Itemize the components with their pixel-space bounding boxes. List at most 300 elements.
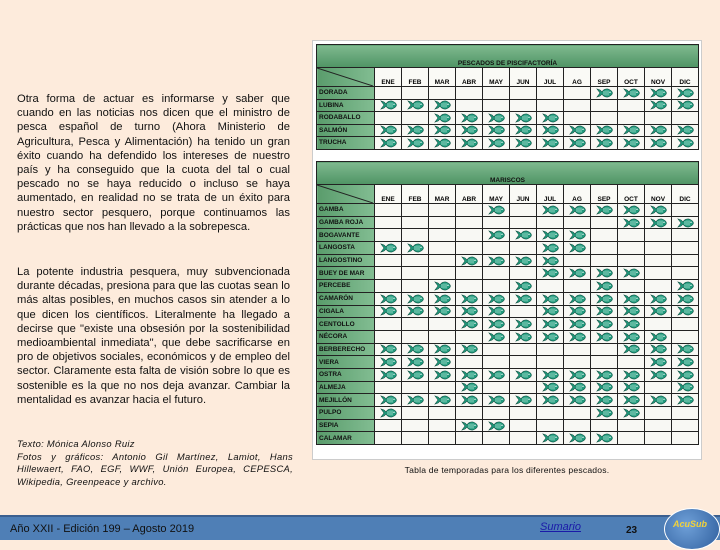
season-cell-out bbox=[456, 330, 483, 343]
month-header: JUN bbox=[510, 185, 537, 204]
season-cell-out bbox=[375, 330, 402, 343]
fish-icon bbox=[515, 113, 532, 123]
season-cell-in bbox=[456, 292, 483, 305]
fish-icon bbox=[677, 218, 694, 228]
season-cell-in bbox=[564, 137, 591, 150]
table-row bbox=[317, 267, 699, 280]
season-cell-in bbox=[375, 394, 402, 407]
fish-icon bbox=[542, 319, 559, 329]
season-cell-out bbox=[510, 216, 537, 229]
fish-icon bbox=[542, 205, 559, 215]
diagonal-line-icon bbox=[317, 68, 373, 86]
season-cell-in bbox=[429, 137, 456, 150]
season-cell-in bbox=[456, 343, 483, 356]
table-row bbox=[317, 292, 699, 305]
season-cell-out bbox=[645, 242, 672, 255]
species-label: BOGAVANTE bbox=[317, 229, 375, 242]
fish-icon bbox=[623, 205, 640, 215]
season-cell-out bbox=[456, 407, 483, 420]
species-label: CENTOLLO bbox=[317, 318, 375, 331]
fish-icon bbox=[650, 125, 667, 135]
fish-icon bbox=[569, 294, 586, 304]
credit-text: Texto: Mónica Alonso Ruiz bbox=[17, 438, 135, 449]
season-cell-out bbox=[483, 99, 510, 112]
season-cell-in bbox=[483, 330, 510, 343]
season-cell-out bbox=[429, 407, 456, 420]
season-cell-out bbox=[564, 280, 591, 293]
season-cell-in bbox=[645, 292, 672, 305]
fish-icon bbox=[434, 138, 451, 148]
table-row bbox=[317, 368, 699, 381]
table-row bbox=[317, 99, 699, 112]
season-cell-in bbox=[483, 318, 510, 331]
season-cell-in bbox=[564, 432, 591, 445]
fish-icon bbox=[488, 205, 505, 215]
fish-icon bbox=[596, 88, 613, 98]
month-header: AG bbox=[564, 185, 591, 204]
shellfish-table bbox=[316, 161, 699, 445]
season-cell-in bbox=[618, 394, 645, 407]
season-cell-out bbox=[429, 381, 456, 394]
table-row bbox=[317, 87, 699, 100]
month-header: MAY bbox=[483, 68, 510, 87]
season-cell-in bbox=[537, 229, 564, 242]
season-cell-out bbox=[375, 87, 402, 100]
month-header: FEB bbox=[402, 68, 429, 87]
table-row bbox=[317, 216, 699, 229]
season-cell-out bbox=[483, 87, 510, 100]
fish-icon bbox=[569, 319, 586, 329]
month-header: NOV bbox=[645, 68, 672, 87]
fish-icon bbox=[677, 395, 694, 405]
season-cell-in bbox=[429, 305, 456, 318]
season-cell-in bbox=[429, 280, 456, 293]
fish-icon bbox=[434, 281, 451, 291]
species-label: LANGOSTINO bbox=[317, 254, 375, 267]
fish-icon bbox=[650, 138, 667, 148]
month-header: OCT bbox=[618, 68, 645, 87]
fish-icon bbox=[380, 408, 397, 418]
season-cell-in bbox=[591, 305, 618, 318]
species-label: BERBERECHO bbox=[317, 343, 375, 356]
season-cell-in bbox=[537, 318, 564, 331]
season-cell-in bbox=[402, 242, 429, 255]
season-cell-in bbox=[591, 368, 618, 381]
month-header: MAY bbox=[483, 185, 510, 204]
season-cell-in bbox=[429, 394, 456, 407]
fish-icon bbox=[677, 382, 694, 392]
season-cell-in bbox=[375, 356, 402, 369]
month-header-row bbox=[317, 68, 699, 87]
fish-icon bbox=[515, 125, 532, 135]
season-cell-in bbox=[645, 368, 672, 381]
season-cell-out bbox=[672, 112, 699, 125]
season-cell-in bbox=[645, 124, 672, 137]
season-cell-out bbox=[618, 242, 645, 255]
season-cell-in bbox=[375, 292, 402, 305]
fish-icon bbox=[380, 125, 397, 135]
fish-icon bbox=[434, 395, 451, 405]
month-header: ENE bbox=[375, 68, 402, 87]
fish-icon bbox=[596, 382, 613, 392]
fish-icon bbox=[488, 370, 505, 380]
season-cell-in bbox=[375, 99, 402, 112]
season-cell-in bbox=[375, 242, 402, 255]
season-cell-in bbox=[645, 356, 672, 369]
season-cell-out bbox=[456, 432, 483, 445]
table-row bbox=[317, 280, 699, 293]
fish-icon bbox=[677, 294, 694, 304]
season-cell-out bbox=[483, 267, 510, 280]
season-cell-in bbox=[591, 124, 618, 137]
fish-icon bbox=[623, 218, 640, 228]
fish-icon bbox=[461, 138, 478, 148]
species-label: SALMÓN bbox=[317, 124, 375, 137]
fish-icon bbox=[380, 306, 397, 316]
season-cell-out bbox=[537, 216, 564, 229]
season-cell-in bbox=[483, 112, 510, 125]
season-cell-in bbox=[402, 356, 429, 369]
species-label: OSTRA bbox=[317, 368, 375, 381]
season-cell-in bbox=[591, 432, 618, 445]
season-cell-out bbox=[402, 204, 429, 217]
season-cell-out bbox=[510, 242, 537, 255]
fish-icon bbox=[623, 319, 640, 329]
diagonal-line-icon bbox=[317, 185, 373, 203]
season-cell-out bbox=[564, 99, 591, 112]
season-cell-in bbox=[591, 330, 618, 343]
species-label: DORADA bbox=[317, 87, 375, 100]
table-row bbox=[317, 381, 699, 394]
season-cell-in bbox=[429, 356, 456, 369]
season-cell-in bbox=[537, 330, 564, 343]
table-title-row bbox=[317, 45, 699, 68]
fish-icon bbox=[569, 125, 586, 135]
fish-icon bbox=[461, 319, 478, 329]
season-cell-in bbox=[618, 305, 645, 318]
season-cell-in bbox=[564, 305, 591, 318]
fish-icon bbox=[434, 100, 451, 110]
fish-icon bbox=[542, 306, 559, 316]
footer-bar bbox=[0, 515, 720, 540]
season-cell-out bbox=[429, 267, 456, 280]
season-cell-in bbox=[564, 204, 591, 217]
season-cell-out bbox=[510, 204, 537, 217]
fish-icon bbox=[596, 332, 613, 342]
fish-icon bbox=[569, 433, 586, 443]
summary-link[interactable]: Sumario bbox=[540, 521, 581, 533]
season-cell-in bbox=[591, 394, 618, 407]
season-cell-in bbox=[537, 254, 564, 267]
season-cell-out bbox=[537, 407, 564, 420]
fish-icon bbox=[542, 230, 559, 240]
fish-icon bbox=[515, 332, 532, 342]
season-cell-out bbox=[429, 87, 456, 100]
season-cell-in bbox=[618, 292, 645, 305]
month-header-row bbox=[317, 185, 699, 204]
fish-icon bbox=[650, 88, 667, 98]
fish-icon bbox=[542, 256, 559, 266]
fish-icon bbox=[488, 332, 505, 342]
fish-icon bbox=[515, 370, 532, 380]
season-cell-in bbox=[483, 394, 510, 407]
month-header: ABR bbox=[456, 185, 483, 204]
month-header: MAR bbox=[429, 68, 456, 87]
fish-icon bbox=[596, 125, 613, 135]
season-cell-in bbox=[375, 343, 402, 356]
species-label: SEPIA bbox=[317, 419, 375, 432]
season-cell-out bbox=[402, 432, 429, 445]
season-cell-in bbox=[483, 254, 510, 267]
table-row bbox=[317, 137, 699, 150]
season-cell-out bbox=[618, 356, 645, 369]
season-cell-out bbox=[483, 242, 510, 255]
season-cell-in bbox=[456, 419, 483, 432]
season-cell-in bbox=[402, 124, 429, 137]
season-cell-out bbox=[591, 99, 618, 112]
season-cell-in bbox=[564, 394, 591, 407]
season-cell-out bbox=[564, 87, 591, 100]
season-cell-out bbox=[456, 242, 483, 255]
fish-icon bbox=[650, 370, 667, 380]
table-row bbox=[317, 356, 699, 369]
season-cell-in bbox=[618, 343, 645, 356]
season-cell-out bbox=[645, 254, 672, 267]
season-cell-out bbox=[456, 216, 483, 229]
season-cell-in bbox=[402, 343, 429, 356]
fish-icon bbox=[650, 332, 667, 342]
season-cell-in bbox=[456, 137, 483, 150]
fish-icon bbox=[380, 100, 397, 110]
fish-icon bbox=[434, 125, 451, 135]
season-cell-out bbox=[402, 112, 429, 125]
season-cell-in bbox=[537, 137, 564, 150]
season-cell-out bbox=[483, 356, 510, 369]
fish-icon bbox=[434, 344, 451, 354]
season-cell-in bbox=[510, 292, 537, 305]
fish-icon bbox=[650, 100, 667, 110]
species-label: PULPO bbox=[317, 407, 375, 420]
acusub-logo[interactable] bbox=[664, 508, 720, 550]
table-title: PESCADOS DE PISCIFACTORÍA bbox=[317, 45, 699, 68]
fish-icon bbox=[380, 370, 397, 380]
corner-cell bbox=[317, 185, 375, 204]
season-cell-in bbox=[618, 216, 645, 229]
season-cell-out bbox=[537, 87, 564, 100]
season-cell-in bbox=[429, 112, 456, 125]
species-label: NÉCORA bbox=[317, 330, 375, 343]
table-row bbox=[317, 318, 699, 331]
fish-icon bbox=[623, 125, 640, 135]
season-cell-in bbox=[618, 124, 645, 137]
season-cell-in bbox=[672, 99, 699, 112]
season-cell-out bbox=[483, 407, 510, 420]
season-cell-in bbox=[456, 305, 483, 318]
species-label: GAMBA bbox=[317, 204, 375, 217]
fish-icon bbox=[596, 370, 613, 380]
season-cell-in bbox=[645, 99, 672, 112]
fish-icon bbox=[434, 306, 451, 316]
season-cell-in bbox=[537, 394, 564, 407]
season-cell-out bbox=[645, 318, 672, 331]
table-title: MARISCOS bbox=[317, 162, 699, 185]
season-cell-in bbox=[456, 381, 483, 394]
season-cell-in bbox=[483, 229, 510, 242]
season-cell-in bbox=[672, 87, 699, 100]
season-cell-in bbox=[402, 368, 429, 381]
season-cell-out bbox=[375, 216, 402, 229]
fish-icon bbox=[596, 319, 613, 329]
season-cell-out bbox=[591, 343, 618, 356]
fish-icon bbox=[461, 294, 478, 304]
table-row bbox=[317, 407, 699, 420]
fish-icon bbox=[623, 382, 640, 392]
edition-info: Año XXII - Edición 199 – Agosto 2019 bbox=[10, 523, 195, 535]
article-paragraph-1: Otra forma de actuar es informarse y saber que cuando en las noticias nos dicen que el ministro de pesca español de turno (Ahora Ministerio de Agricultura, Pesca y Alimentación) ha tenido un gran éxito cuando ha defendido los intereses de nuestro país y ha conseguido que la cuota del tal o cual pescado no se haya reducido o incluso se haya aumentado, en realidad no se trata de un éxito para nuestro sector pesquero, porque continuamos las prácticas que nos han llevado a la sobrepesca. bbox=[17, 93, 290, 233]
season-cell-in bbox=[429, 124, 456, 137]
season-cell-in bbox=[429, 292, 456, 305]
fish-icon bbox=[515, 138, 532, 148]
season-cell-in bbox=[564, 267, 591, 280]
season-cell-out bbox=[375, 254, 402, 267]
season-cell-in bbox=[591, 267, 618, 280]
season-cell-in bbox=[618, 381, 645, 394]
fish-icon bbox=[380, 294, 397, 304]
month-header: OCT bbox=[618, 185, 645, 204]
season-cell-in bbox=[672, 343, 699, 356]
season-cell-in bbox=[672, 305, 699, 318]
table-title-row bbox=[317, 162, 699, 185]
month-header: NOV bbox=[645, 185, 672, 204]
species-label: CAMARÓN bbox=[317, 292, 375, 305]
fish-icon bbox=[650, 357, 667, 367]
table-row bbox=[317, 330, 699, 343]
season-cell-in bbox=[645, 330, 672, 343]
fish-icon bbox=[596, 408, 613, 418]
fish-icon bbox=[569, 268, 586, 278]
season-cell-out bbox=[645, 419, 672, 432]
fish-icon bbox=[650, 218, 667, 228]
season-cell-in bbox=[456, 318, 483, 331]
species-label: TRUCHA bbox=[317, 137, 375, 150]
table-row bbox=[317, 204, 699, 217]
fish-icon bbox=[434, 370, 451, 380]
season-cell-out bbox=[618, 254, 645, 267]
fish-icon bbox=[407, 125, 424, 135]
fish-icon bbox=[407, 370, 424, 380]
season-cell-in bbox=[618, 330, 645, 343]
fish-icon bbox=[596, 306, 613, 316]
season-cell-out bbox=[672, 229, 699, 242]
season-cell-in bbox=[510, 394, 537, 407]
season-cell-out bbox=[672, 204, 699, 217]
season-cell-in bbox=[591, 381, 618, 394]
fish-icon bbox=[569, 370, 586, 380]
season-cell-out bbox=[564, 343, 591, 356]
logo-text: AcuSub bbox=[673, 519, 708, 529]
season-cell-in bbox=[483, 419, 510, 432]
fish-icon bbox=[515, 319, 532, 329]
month-header: DIC bbox=[672, 185, 699, 204]
season-cell-in bbox=[375, 305, 402, 318]
season-cell-in bbox=[618, 318, 645, 331]
fish-icon bbox=[461, 256, 478, 266]
fish-icon bbox=[569, 332, 586, 342]
fish-icon bbox=[677, 370, 694, 380]
season-cell-out bbox=[645, 407, 672, 420]
table-row bbox=[317, 254, 699, 267]
season-cell-in bbox=[591, 318, 618, 331]
season-cell-in bbox=[510, 318, 537, 331]
table-row bbox=[317, 419, 699, 432]
month-header: DIC bbox=[672, 68, 699, 87]
season-cell-in bbox=[375, 137, 402, 150]
fish-icon bbox=[407, 100, 424, 110]
fish-icon bbox=[515, 256, 532, 266]
season-cell-in bbox=[456, 254, 483, 267]
fish-icon bbox=[677, 100, 694, 110]
fish-icon bbox=[461, 306, 478, 316]
fish-icon bbox=[596, 395, 613, 405]
season-cell-in bbox=[429, 99, 456, 112]
fish-icon bbox=[623, 332, 640, 342]
fish-icon bbox=[677, 344, 694, 354]
species-label: MEJILLÓN bbox=[317, 394, 375, 407]
season-cell-out bbox=[645, 280, 672, 293]
season-cell-in bbox=[510, 330, 537, 343]
season-cell-in bbox=[672, 356, 699, 369]
season-cell-in bbox=[510, 229, 537, 242]
season-cell-out bbox=[429, 242, 456, 255]
table-row bbox=[317, 432, 699, 445]
fish-icon bbox=[623, 344, 640, 354]
season-cell-out bbox=[618, 280, 645, 293]
season-cell-in bbox=[672, 124, 699, 137]
season-cell-in bbox=[618, 368, 645, 381]
season-cell-in bbox=[456, 394, 483, 407]
page-number: 23 bbox=[626, 525, 638, 536]
season-cell-in bbox=[537, 204, 564, 217]
fish-icon bbox=[515, 294, 532, 304]
season-cell-out bbox=[564, 407, 591, 420]
season-cell-out bbox=[483, 280, 510, 293]
season-cell-in bbox=[537, 292, 564, 305]
fish-icon bbox=[650, 344, 667, 354]
season-cell-out bbox=[375, 318, 402, 331]
season-cell-in bbox=[510, 112, 537, 125]
season-cell-in bbox=[510, 137, 537, 150]
season-cell-out bbox=[672, 254, 699, 267]
fish-icon bbox=[461, 344, 478, 354]
season-cell-out bbox=[510, 343, 537, 356]
season-cell-out bbox=[402, 87, 429, 100]
season-cell-in bbox=[483, 305, 510, 318]
species-label: CALAMAR bbox=[317, 432, 375, 445]
season-cell-in bbox=[672, 381, 699, 394]
season-cell-in bbox=[375, 368, 402, 381]
season-cell-in bbox=[402, 394, 429, 407]
season-cell-out bbox=[429, 229, 456, 242]
season-cell-in bbox=[402, 292, 429, 305]
season-cell-out bbox=[672, 318, 699, 331]
season-cell-in bbox=[456, 124, 483, 137]
season-cell-out bbox=[510, 356, 537, 369]
fish-icon bbox=[596, 205, 613, 215]
season-table-figure bbox=[312, 40, 702, 460]
season-cell-out bbox=[456, 99, 483, 112]
season-cell-out bbox=[456, 280, 483, 293]
season-cell-out bbox=[591, 229, 618, 242]
